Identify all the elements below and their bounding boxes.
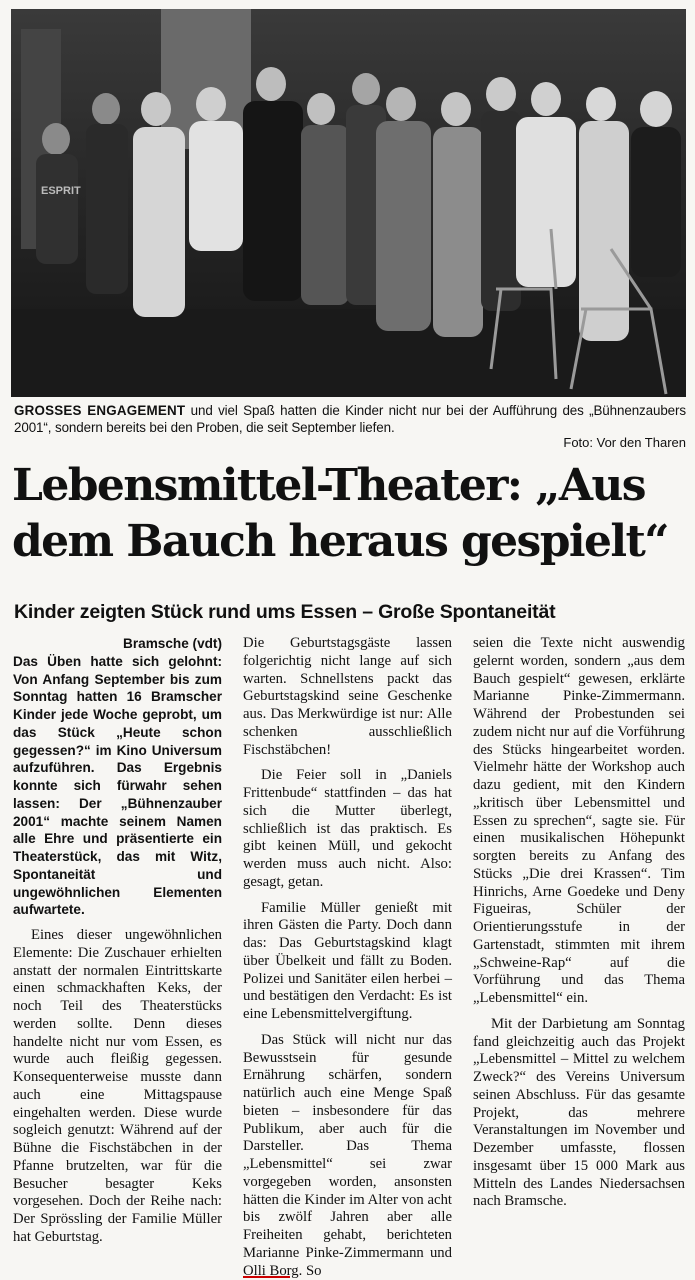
body-paragraph: Mit der Darbietung am Sonntag fand gleichzeitig auch das Projekt „Lebensmittel – Mittel zu welchem Zweck?“ des Vereins Universum seinen Abschluss. Für das gesamte Projekt, das mehrere Veranstaltungen im November und Dezember umfasste, flossen insgesamt über 15 000 Mark aus Mitteln des Landes Niedersachsen nach Bramsche. (473, 1015, 685, 1210)
highlighted-name: Olli Borg (243, 1262, 299, 1279)
intro-paragraph (13, 635, 222, 919)
photo-stage-group-icon (11, 9, 686, 397)
shirt-text: ESPRIT (41, 185, 81, 197)
body-paragraph: seien die Texte nicht auswendig gelernt worden, sondern „aus dem Bauch gespielt“ gewesen, erklärte Marianne Pinke-Zimmermann. Während der Probestunden sei zudem nicht nur auf die Vorführung des Stücks hingearbeitet worden. Vielmehr hätte der Workshop auch dazu gedient, mit den Kindern „kritisch über Lebensmittel und Essen zu sprechen“, sagte sie. Für einen musikalischen Höhepunkt sorgten bereits zu Anfang des Stücks „Die drei Krassen“. Tim Hinrichs, Arne Goedeke und Deny Figueiras, Schüler der Orientierungsstufe in der Gartenstadt, stimmten mit ihrem „Schweine-Rap“ auf die Vorführung und das Thema „Lebensmittel“ ein. (473, 635, 685, 1006)
body-paragraph: Die Geburtstagsgäste lassen folgerichtig nicht lange auf sich warten. Schnellstens packt das Geburtstagskind seine Geschenke aus. Das Merkwürdige ist nur: Alle schenken ausschließlich Fischstäbchen! (243, 635, 452, 758)
body-text: Das Stück will nicht nur das Bewusstsein für gesunde Ernährung schärfen, sondern natürlich auch eine Menge Spaß bieten – insbesondere für das Publikum, aber auch für die Darsteller. Das Thema „Lebensmittel“ sei zwar vorgegeben worden, ansonsten hätten die Kinder im Alter von acht bis zwölf Jahren aber alle Freiheiten gehabt, berichteten Marianne Pinke-Zimmermann und (243, 1031, 452, 1261)
article-photo (11, 9, 686, 397)
intro-text: Das Üben hatte sich gelohnt: Von Anfang September bis zum Sonntag hatten 16 Bramscher Kinder jede Woche geprobt, um das Stück „Heute schon gegessen?“ im Kino Universum aufzuführen. Das Ergebnis konnte sich fürwahr sehen lassen: Der „Bühnenzauber 2001“ machte seinem Namen alle Ehre und präsentierte ein Theaterstück, das mit Witz, Spontaneität und ungewöhnlichen Elementen aufwartete. (13, 653, 222, 918)
article-column-3 (473, 635, 685, 1211)
headline: Lebensmittel-Theater: „Aus dem Bauch heraus gespielt“ (12, 460, 668, 567)
subheadline: Kinder zeigten Stück rund ums Essen – Große Spontaneität (14, 601, 556, 623)
dateline: Bramsche (vdt) (123, 636, 222, 651)
body-paragraph: Eines dieser ungewöhnlichen Elemente: Die Zuschauer erhielten anstatt der normalen Eintrittskarte einen schmackhaften Keks, der noch Teil des Theaterstücks werden sollte. Denn dieses handelte nicht nur vom Essen, es wurde auch fleißig gegessen. Konsequenterweise musste dann auch eine Mittagspause eingehalten werden. Diese wurde sogleich genutzt: Während auf der Bühne die Fischstäbchen in der Pfanne brutzelten, war für die Besucher besagter Keks vorgesehen. Doch der Reihe nach: Der Sprössling der Familie Müller hat Geburtstag. (13, 927, 222, 1245)
caption-text: und viel Spaß hatten die Kinder nicht nur bei der Aufführung des „Bühnenzaubers 2001“, sondern bereits bei den Proben, die seit September liefen. (14, 403, 686, 435)
body-paragraph: Die Feier soll in „Daniels Frittenbude“ stattfinden – das hat sich die Mutter überlegt, schließlich ist das praktisch. Es gibt keinen Müll, und gekocht werden muss auch nicht. Also: gesagt, getan. (243, 767, 452, 890)
photo-credit: Foto: Vor den Tharen (563, 435, 686, 450)
body-paragraph: Familie Müller genießt mit ihren Gästen die Party. Doch dann das: Das Geburtstagskind klagt über Übelkeit und fällt zu Boden. Polizei und Sanitäter eilen herbei – und bestätigen den Verdacht: Es ist eine Lebensmittelvergiftung. (243, 899, 452, 1022)
caption-lead: GROSSES ENGAGEMENT (14, 403, 186, 418)
body-text: . So (298, 1262, 322, 1279)
photo-caption (14, 402, 686, 436)
article-column-1 (13, 635, 222, 1247)
body-paragraph (243, 1032, 452, 1280)
article-column-2 (243, 635, 452, 1280)
